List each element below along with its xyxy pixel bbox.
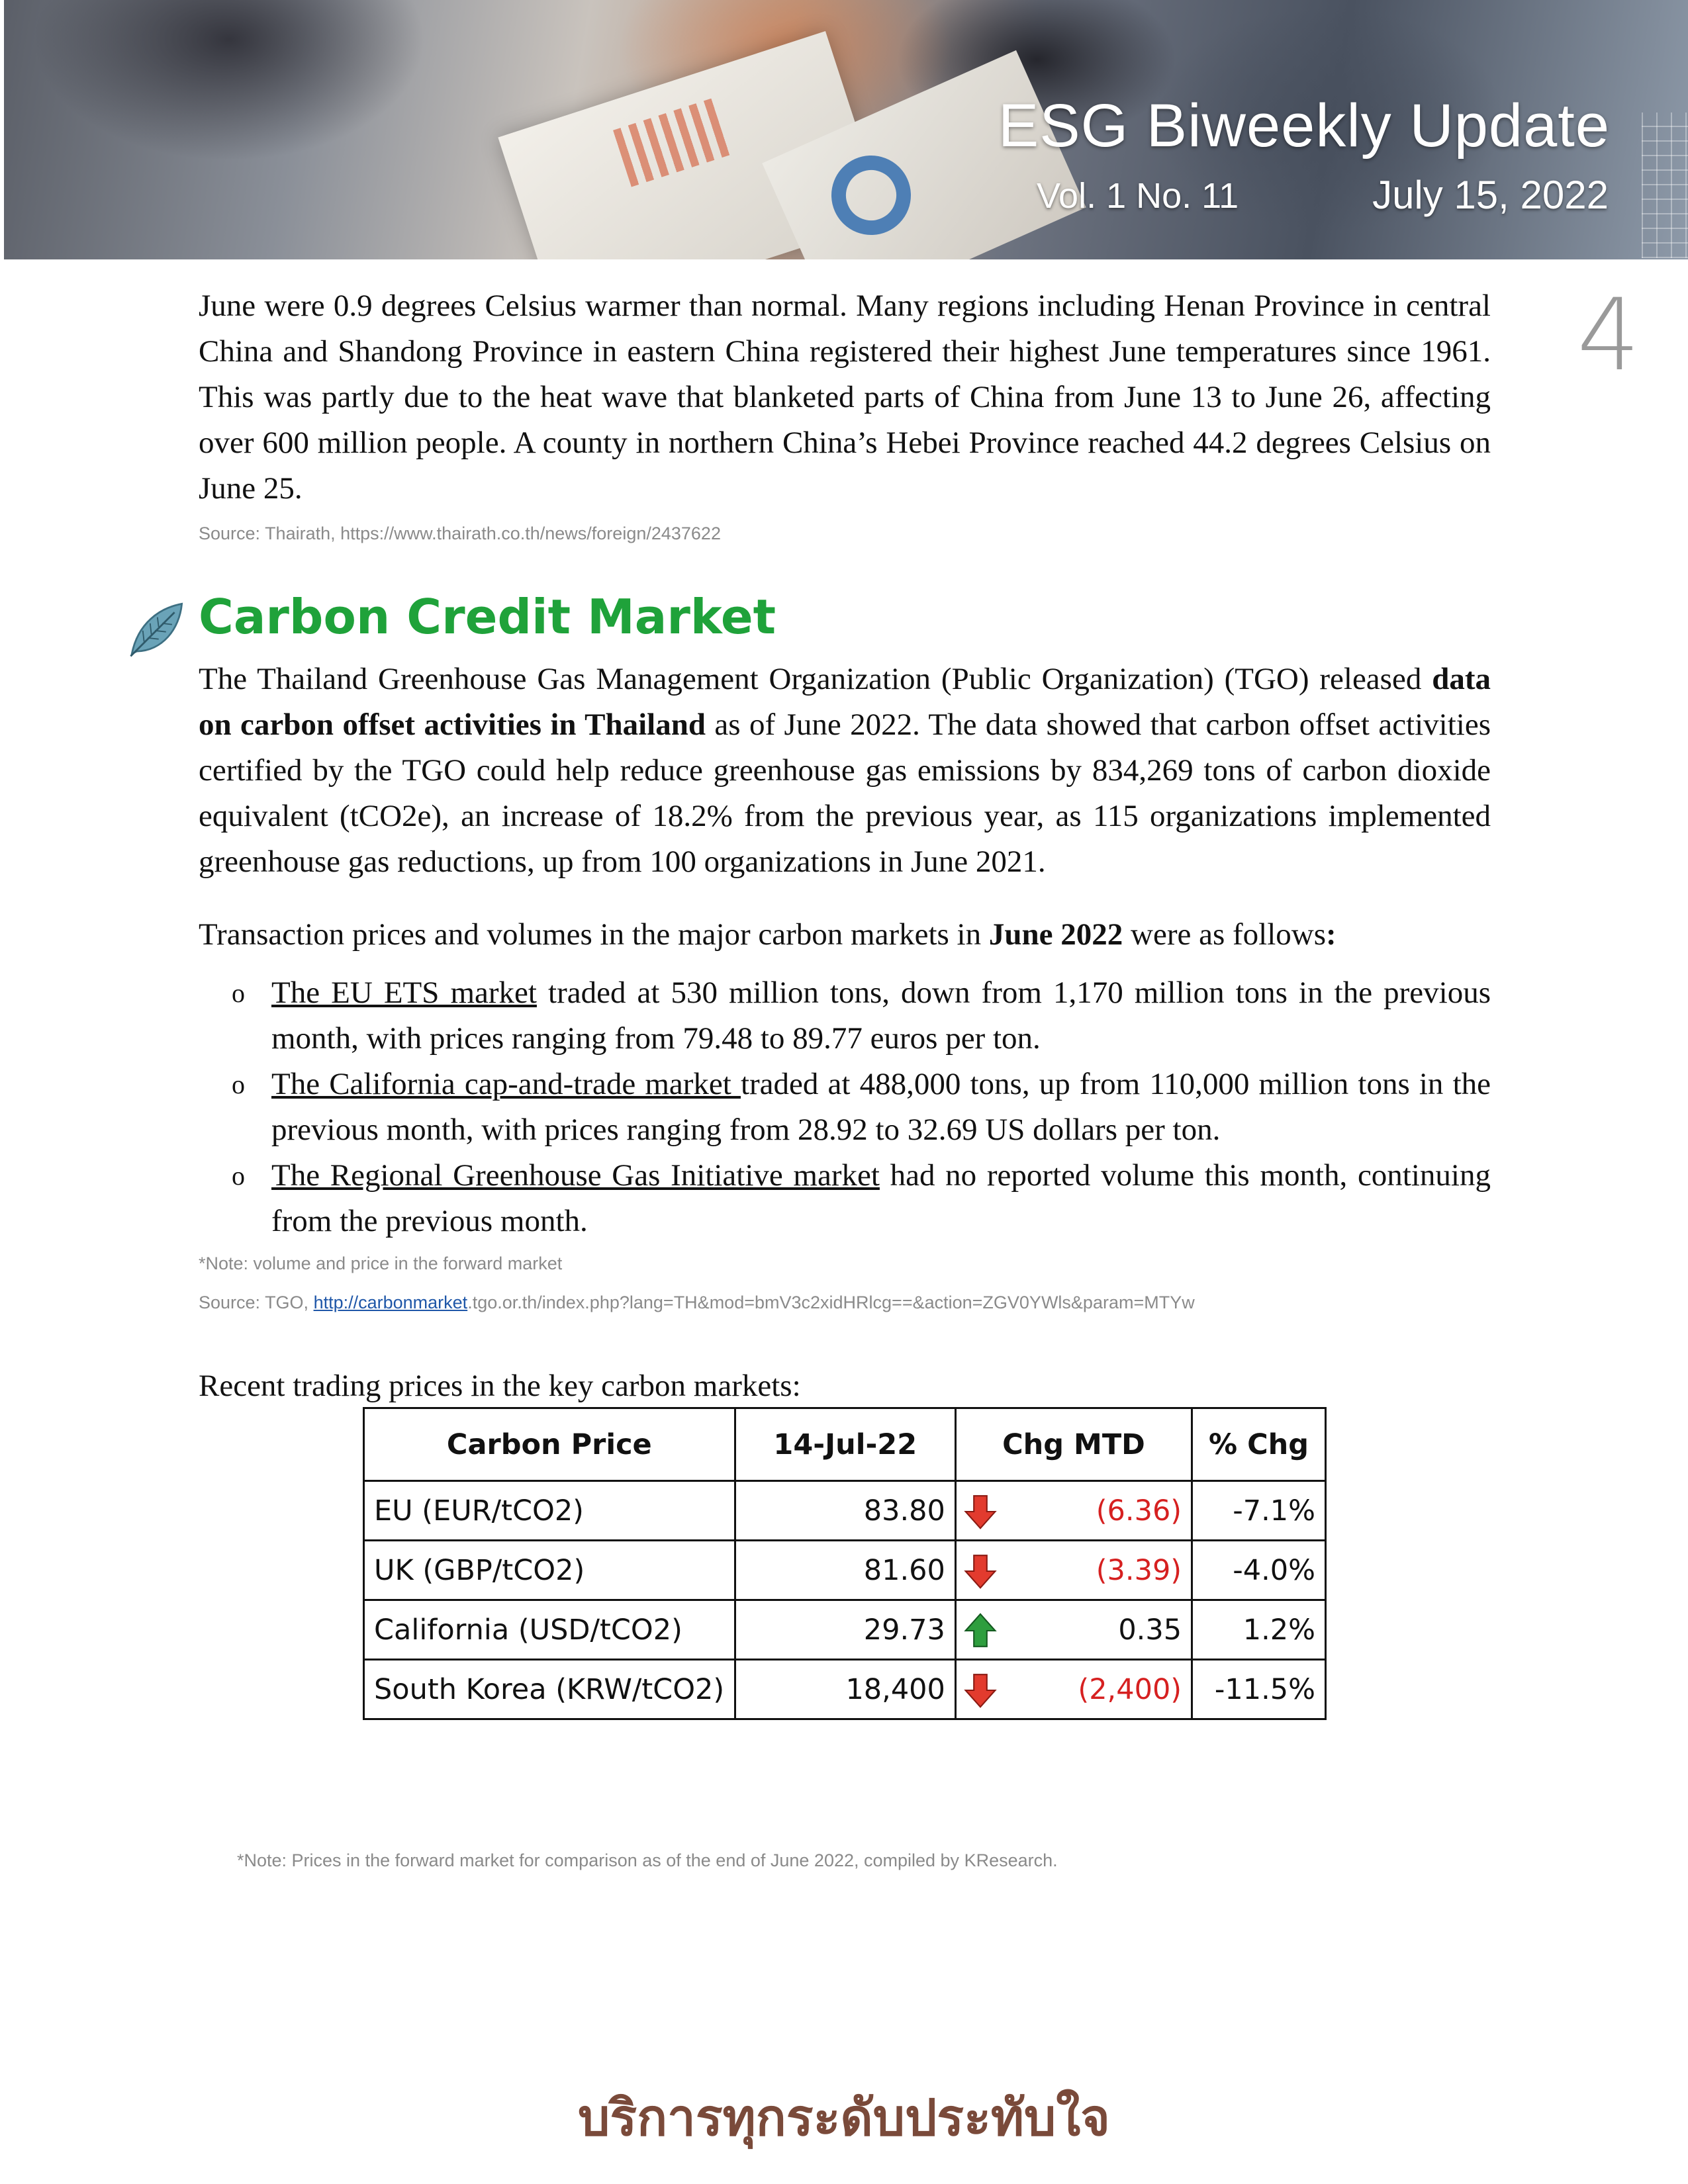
forward-market-note: *Note: volume and price in the forward market <box>199 1253 563 1273</box>
intro-paragraph: June were 0.9 degrees Celsius warmer than normal. Many regions including Henan Province in central China and Shandong Province in eastern China registered their highest June temperatures since 1961. This was partly due to the heat wave that blanketed parts of China from June 13 to June 26, affecting over 600 million people. A county in northern China’s Hebei Province reached 44.2 degrees Celsius on June 25. <box>199 289 1491 506</box>
carbon-market-list <box>232 970 1491 1244</box>
carbon-p1-bold: data on carbon offset activities in Thailand <box>199 662 1491 742</box>
change-value: (2,400) <box>1078 1672 1182 1706</box>
market-cell: South Korea (KRW/tCO2) <box>364 1660 735 1719</box>
market-cell: California (USD/tCO2) <box>364 1600 735 1660</box>
change-cell <box>955 1481 1192 1541</box>
carbon-paragraph-1 <box>199 657 1491 885</box>
list-item-text: traded at 530 million tons, down from 1,170 million tons in the previous month, with prices ranging from 79.48 to 89.77 euros per ton. <box>271 976 1491 1056</box>
price-cell: 83.80 <box>735 1481 955 1541</box>
column-header-pct-chg: % Chg <box>1192 1408 1326 1481</box>
column-header-carbon-price: Carbon Price <box>364 1408 735 1481</box>
carbon-price-table <box>363 1407 1327 1720</box>
section-title-carbon-credit: Carbon Credit Market <box>199 589 776 645</box>
carbon-p2-text-rest: were as follows <box>1123 917 1326 952</box>
carbon-markets-intro <box>199 912 1491 958</box>
table-row <box>364 1541 1326 1600</box>
pct-cell: -4.0% <box>1192 1541 1326 1600</box>
market-cell: UK (GBP/tCO2) <box>364 1541 735 1600</box>
change-value: (3.39) <box>1096 1553 1182 1587</box>
leaf-icon <box>126 599 187 660</box>
carbon-p1-text-rest: as of June 2022. The data showed that carbon offset activities certified by the TGO could help reduce greenhouse gas emissions by 834,269 tons of carbon dioxide equivalent (tCO2e), an increase of 18.2% from the previous year, as 115 organizations implemented greenhouse gas reductions, up from 100 organizations in June 2021. <box>199 707 1491 879</box>
carbon-section <box>199 657 1491 885</box>
change-cell <box>955 1600 1192 1660</box>
price-cell: 29.73 <box>735 1600 955 1660</box>
carbon-p2-text: Transaction prices and volumes in the major carbon markets in <box>199 917 989 952</box>
footer-slogan: บริการทุกระดับประทับใจ <box>578 2088 1110 2147</box>
table-row <box>364 1660 1326 1719</box>
carbon-source-prefix: Source: TGO, <box>199 1293 314 1312</box>
market-link-california[interactable]: The California cap-and-trade market <box>271 1067 741 1101</box>
carbon-p2-colon: : <box>1325 917 1336 952</box>
newsletter-volume: Vol. 1 No. 11 <box>1037 176 1239 216</box>
carbon-source-link[interactable]: http://carbonmarket <box>313 1293 468 1312</box>
pct-cell: -7.1% <box>1192 1481 1326 1541</box>
carbon-p1-text: The Thailand Greenhouse Gas Management Organization (Public Organization) (TGO) released <box>199 662 1432 696</box>
table-intro-section <box>199 1363 1491 1409</box>
bullet-marker: o <box>232 1069 245 1099</box>
list-item-text: traded at 488,000 tons, up from 110,000 million tons in the previous month, with prices ranging from 28.92 to 32.69 US dollars per ton. <box>271 1067 1491 1147</box>
table-intro: Recent trading prices in the key carbon markets: <box>199 1369 801 1403</box>
newsletter-title: ESG Biweekly Update <box>998 92 1610 159</box>
list-item-text: had no reported volume this month, continuing from the previous month. <box>271 1158 1491 1238</box>
market-link-eu-ets[interactable]: The EU ETS market <box>271 976 537 1010</box>
price-cell: 81.60 <box>735 1541 955 1600</box>
carbon-paragraph-2 <box>199 912 1491 958</box>
change-value: 0.35 <box>1118 1613 1182 1647</box>
intro-section <box>199 283 1491 544</box>
carbon-source-rest: .tgo.or.th/index.php?lang=TH&mod=bmV3c2xidHRlcg==&action=ZGV0YWls&param=MTYw <box>467 1293 1195 1312</box>
carbon-p2-bold: June 2022 <box>988 917 1123 952</box>
pct-cell: 1.2% <box>1192 1600 1326 1660</box>
header-banner <box>4 0 1688 259</box>
column-header-date: 14-Jul-22 <box>735 1408 955 1481</box>
table-row <box>364 1600 1326 1660</box>
bullet-marker: o <box>232 978 245 1008</box>
banner-photo-grid <box>1642 113 1688 258</box>
page-number: 4 <box>1577 278 1640 393</box>
list-item <box>232 1062 1491 1153</box>
change-cell <box>955 1541 1192 1600</box>
change-cell <box>955 1660 1192 1719</box>
down-arrow-icon <box>962 1553 999 1590</box>
down-arrow-icon <box>962 1672 999 1709</box>
carbon-notes <box>199 1253 1491 1313</box>
bullet-marker: o <box>232 1161 245 1191</box>
column-header-chg-mtd: Chg MTD <box>955 1408 1192 1481</box>
newsletter-date: July 15, 2022 <box>1372 173 1609 217</box>
market-link-rggi[interactable]: The Regional Greenhouse Gas Initiative market <box>271 1158 880 1193</box>
intro-source: Source: Thairath, https://www.thairath.co.th/news/foreign/2437622 <box>199 523 721 543</box>
change-value: (6.36) <box>1096 1494 1182 1527</box>
market-cell: EU (EUR/tCO2) <box>364 1481 735 1541</box>
carbon-source <box>199 1293 1491 1313</box>
table-footnote: *Note: Prices in the forward market for comparison as of the end of June 2022, compiled by KResearch. <box>237 1850 1058 1870</box>
up-arrow-icon <box>962 1612 999 1649</box>
list-item <box>232 1153 1491 1244</box>
down-arrow-icon <box>962 1493 999 1530</box>
price-cell: 18,400 <box>735 1660 955 1719</box>
table-header-row <box>364 1408 1326 1481</box>
pct-cell: -11.5% <box>1192 1660 1326 1719</box>
list-item <box>232 970 1491 1062</box>
table-row <box>364 1481 1326 1541</box>
